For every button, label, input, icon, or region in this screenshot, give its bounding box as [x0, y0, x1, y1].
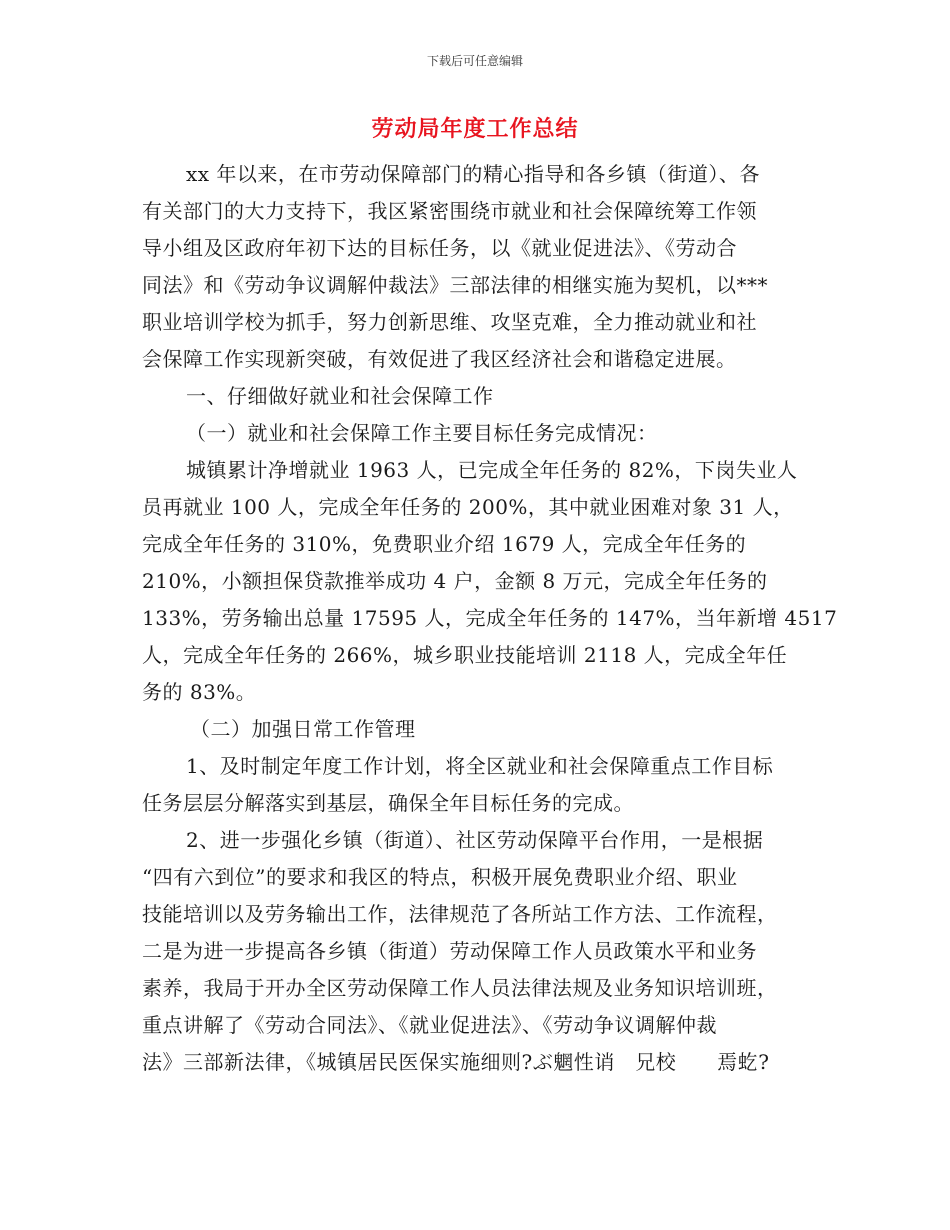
- paragraph-line: 导小组及区政府年初下达的目标任务，以《就业促进法》、《劳动合: [142, 236, 737, 260]
- paragraph-line: 重点讲解了《劳动合同法》、《就业促进法》、《劳动争议调解仲裁: [142, 1013, 717, 1037]
- paragraph-line: 务的 83%。: [142, 680, 257, 704]
- paragraph-line: 完成全年任务的 310%，免费职业介绍 1679 人，完成全年任务的: [142, 532, 747, 556]
- paragraph-line: 城镇累计净增就业 1963 人，已完成全年任务的 82%，下岗失业人: [186, 458, 798, 482]
- section-heading: 一、仔细做好就业和社会保障工作: [186, 384, 494, 408]
- paragraph-line: xx 年以来，在市劳动保障部门的精心指导和各乡镇（街道）、各: [186, 162, 760, 186]
- paragraph-line: 133%，劳务输出总量 17595 人，完成全年任务的 147%，当年新增 4517: [142, 606, 838, 630]
- subsection-heading: （二）加强日常工作管理: [190, 717, 416, 741]
- document-title: 劳动局年度工作总结: [371, 117, 579, 142]
- paragraph-line: 210%，小额担保贷款推举成功 4 户，金额 8 万元，完成全年任务的: [142, 569, 768, 593]
- paragraph-line: 会保障工作实现新突破，有效促进了我区经济社会和谐稳定进展。: [142, 347, 737, 371]
- paragraph-line: 法》三部新法律，《城镇居民医保实施细则?ぶ魍性诮 兄校 焉虼?: [142, 1050, 770, 1074]
- paragraph-line: 同法》和《劳动争议调解仲裁法》三部法律的相继实施为契机，以***: [142, 273, 768, 297]
- paragraph-line: “四有六到位”的要求和我区的特点，积极开展免费职业介绍、职业: [142, 865, 738, 889]
- paragraph-line: 1、及时制定年度工作计划，将全区就业和社会保障重点工作目标: [186, 754, 774, 778]
- paragraph-line: 员再就业 100 人，完成全年任务的 200%，其中就业困难对象 31 人，: [142, 495, 794, 519]
- document-body: [142, 156, 838, 1081]
- paragraph-line: 任务层层分解落实到基层，确保全年目标任务的完成。: [142, 791, 634, 815]
- page-header-caption: 下载后可任意编辑: [426, 54, 523, 68]
- paragraph-line: 人，完成全年任务的 266%，城乡职业技能培训 2118 人，完成全年任: [142, 643, 788, 667]
- paragraph-line: 二是为进一步提高各乡镇（街道）劳动保障工作人员政策水平和业务: [142, 939, 757, 963]
- paragraph-line: 职业培训学校为抓手，努力创新思维、攻坚克难，全力推动就业和社: [142, 310, 757, 334]
- paragraph-line: 2、进一步强化乡镇（街道）、社区劳动保障平台作用，一是根据: [186, 828, 764, 852]
- paragraph-line: 有关部门的大力支持下，我区紧密围绕市就业和社会保障统筹工作领: [142, 199, 757, 223]
- paragraph-line: 技能培训以及劳务输出工作，法律规范了各所站工作方法、工作流程，: [142, 902, 778, 926]
- subsection-heading: （一）就业和社会保障工作主要目标任务完成情况：: [186, 421, 658, 445]
- paragraph-line: 素养，我局于开办全区劳动保障工作人员法律法规及业务知识培训班，: [142, 976, 778, 1000]
